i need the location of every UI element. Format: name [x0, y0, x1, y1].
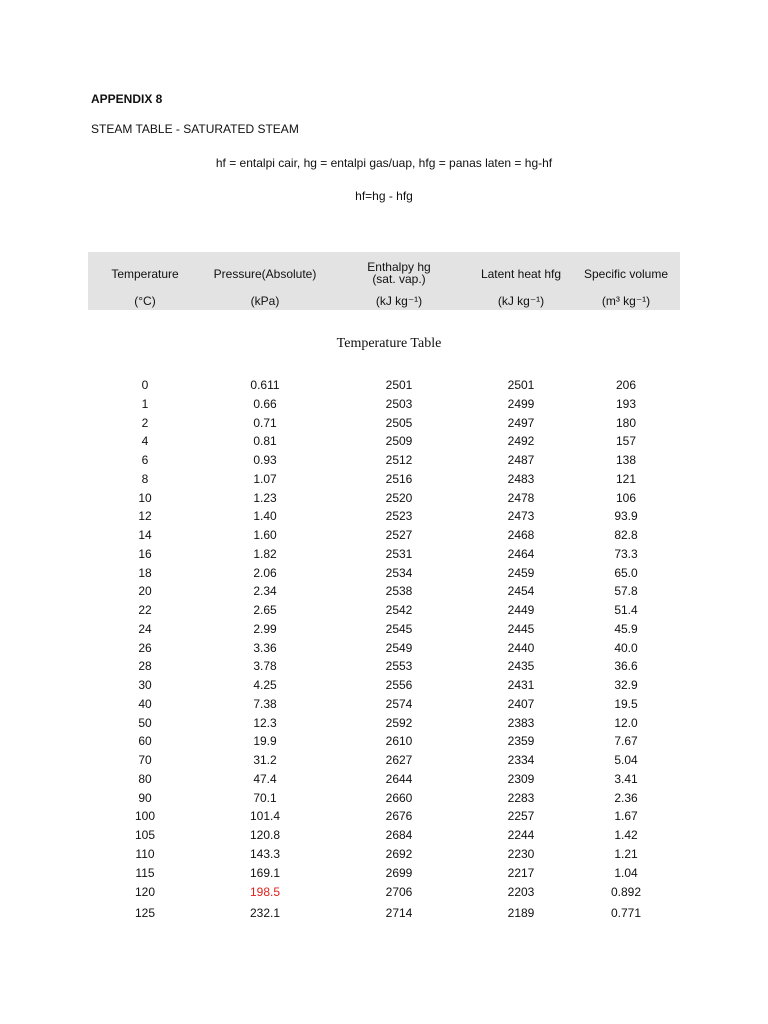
cell-enthalpy: 2505: [385, 415, 413, 430]
cell-latent-heat: 2334: [507, 753, 535, 767]
cell-latent-heat: 2359: [507, 734, 535, 749]
cell-latent-heat: 2383: [507, 715, 535, 730]
cell-enthalpy: 2627: [385, 753, 413, 767]
table-row: [0, 790, 768, 806]
cell-temperature: 90: [138, 790, 152, 805]
cell-enthalpy: 2516: [385, 471, 413, 486]
cell-latent-heat: 2244: [507, 828, 535, 842]
cell-latent-heat: 2468: [507, 528, 535, 542]
cell-temperature: 80: [138, 771, 152, 786]
cell-pressure: 2.06: [253, 565, 277, 580]
cell-latent-heat: 2449: [507, 603, 535, 617]
cell-enthalpy: 2553: [385, 659, 413, 674]
cell-specific-volume: 1.42: [614, 828, 638, 842]
cell-enthalpy: 2644: [385, 771, 413, 786]
table-row: [0, 733, 768, 749]
cell-latent-heat: 2440: [507, 640, 535, 655]
cell-temperature: 110: [135, 846, 155, 861]
cell-enthalpy: 2527: [385, 528, 413, 542]
header-specific-volume: Specific volume: [583, 267, 669, 281]
cell-pressure: 198.5: [249, 885, 281, 900]
cell-enthalpy: 2556: [385, 678, 413, 692]
table-row: [0, 415, 768, 431]
cell-pressure: 0.93: [253, 453, 277, 467]
cell-specific-volume: 180: [615, 415, 637, 430]
cell-specific-volume: 106: [615, 490, 637, 505]
cell-enthalpy: 2549: [385, 640, 413, 655]
cell-pressure: 1.60: [253, 528, 277, 542]
cell-enthalpy: 2676: [385, 809, 413, 824]
table-row: [0, 508, 768, 524]
cell-pressure: 3.36: [253, 640, 277, 655]
cell-temperature: 10: [138, 490, 152, 505]
cell-latent-heat: 2257: [507, 809, 535, 824]
table-row: [0, 696, 768, 712]
header-unit-pressure: (kPa): [250, 294, 280, 308]
cell-specific-volume: 32.9: [614, 678, 638, 692]
cell-pressure: 120.8: [249, 828, 281, 842]
table-row: [0, 621, 768, 637]
cell-pressure: 47.4: [253, 771, 277, 786]
cell-specific-volume: 45.9: [614, 621, 638, 636]
cell-pressure: 2.34: [253, 584, 277, 599]
cell-pressure: 169.1: [249, 865, 281, 880]
cell-latent-heat: 2407: [507, 696, 535, 711]
cell-specific-volume: 65.0: [614, 565, 638, 580]
cell-latent-heat: 2473: [507, 509, 535, 524]
cell-pressure: 1.23: [253, 490, 277, 505]
table-row: [0, 583, 768, 599]
cell-pressure: 143.3: [249, 846, 281, 861]
cell-enthalpy: 2714: [385, 906, 413, 920]
cell-temperature: 4: [141, 434, 149, 449]
cell-pressure: 2.99: [253, 621, 277, 636]
table-row: [0, 396, 768, 412]
cell-temperature: 125: [134, 906, 156, 920]
cell-specific-volume: 51.4: [614, 603, 638, 617]
cell-specific-volume: 2.36: [614, 790, 638, 805]
cell-specific-volume: 82.8: [614, 528, 638, 542]
cell-pressure: 232.1: [249, 906, 281, 920]
cell-enthalpy: 2574: [385, 696, 413, 711]
cell-temperature: 28: [138, 659, 152, 674]
cell-specific-volume: 1.67: [614, 809, 638, 824]
cell-latent-heat: 2464: [507, 546, 535, 561]
cell-temperature: 120: [134, 885, 156, 900]
formula-equation: hf=hg - hfg: [355, 189, 413, 203]
table-row: [0, 658, 768, 674]
cell-latent-heat: 2431: [507, 678, 535, 692]
cell-pressure: 70.1: [253, 790, 277, 805]
table-row: [0, 452, 768, 468]
cell-temperature: 6: [141, 453, 149, 467]
cell-temperature: 12: [138, 509, 152, 524]
cell-enthalpy: 2531: [385, 546, 413, 561]
cell-enthalpy: 2684: [385, 828, 413, 842]
cell-specific-volume: 206: [615, 378, 637, 392]
cell-enthalpy: 2592: [385, 715, 413, 730]
cell-specific-volume: 19.5: [614, 696, 638, 711]
header-unit-temperature: (°C): [134, 294, 156, 308]
cell-latent-heat: 2445: [507, 621, 535, 636]
cell-latent-heat: 2483: [507, 471, 535, 486]
cell-temperature: 1: [141, 396, 149, 411]
cell-temperature: 22: [138, 603, 152, 617]
cell-enthalpy: 2520: [385, 490, 413, 505]
cell-temperature: 0: [141, 378, 149, 392]
table-row: [0, 433, 768, 449]
cell-latent-heat: 2487: [507, 453, 535, 467]
table-row: [0, 715, 768, 731]
table-row: [0, 565, 768, 581]
table-row: [0, 905, 768, 921]
cell-enthalpy: 2545: [385, 621, 413, 636]
table-row: [0, 677, 768, 693]
cell-specific-volume: 121: [615, 471, 637, 486]
header-unit-enthalpy: (kJ kg⁻¹): [375, 294, 423, 308]
cell-enthalpy: 2509: [385, 434, 413, 449]
cell-specific-volume: 36.6: [614, 659, 638, 674]
cell-latent-heat: 2501: [507, 378, 535, 392]
cell-enthalpy: 2660: [385, 790, 413, 805]
table-row: [0, 377, 768, 393]
cell-latent-heat: 2497: [507, 415, 535, 430]
table-row: [0, 752, 768, 768]
table-row: [0, 771, 768, 787]
cell-specific-volume: 73.3: [614, 546, 638, 561]
cell-temperature: 40: [138, 696, 152, 711]
cell-specific-volume: 1.21: [614, 846, 638, 861]
header-pressure: Pressure(Absolute): [213, 267, 317, 281]
cell-enthalpy: 2523: [385, 509, 413, 524]
table-row: [0, 640, 768, 656]
cell-latent-heat: 2435: [507, 659, 535, 674]
table-row: [0, 865, 768, 881]
cell-specific-volume: 40.0: [614, 640, 638, 655]
cell-latent-heat: 2189: [507, 906, 535, 920]
cell-enthalpy: 2706: [385, 885, 413, 900]
cell-temperature: 2: [141, 415, 149, 430]
cell-pressure: 7.38: [253, 696, 277, 711]
cell-specific-volume: 12.0: [614, 715, 638, 730]
header-unit-specific-volume: (m³ kg⁻¹): [601, 294, 651, 308]
cell-temperature: 50: [138, 715, 152, 730]
document-subtitle: STEAM TABLE - SATURATED STEAM: [91, 122, 299, 136]
cell-enthalpy: 2534: [385, 565, 413, 580]
formula-definitions: hf = entalpi cair, hg = entalpi gas/uap, hfg = panas laten = hg-hf: [215, 156, 553, 170]
cell-pressure: 3.78: [253, 659, 277, 674]
cell-latent-heat: 2309: [507, 771, 535, 786]
cell-enthalpy: 2501: [385, 378, 413, 392]
table-row: [0, 490, 768, 506]
table-row: [0, 846, 768, 862]
cell-pressure: 19.9: [253, 734, 277, 749]
cell-specific-volume: 0.892: [610, 885, 642, 900]
header-latent-heat: Latent heat hfg: [480, 267, 562, 281]
cell-temperature: 115: [135, 865, 155, 880]
cell-enthalpy: 2542: [385, 603, 413, 617]
cell-latent-heat: 2459: [507, 565, 535, 580]
table-row: [0, 602, 768, 618]
header-enthalpy: Enthalpy hg (sat. vap.): [367, 260, 431, 286]
cell-latent-heat: 2478: [507, 490, 535, 505]
cell-specific-volume: 3.41: [614, 771, 638, 786]
cell-temperature: 8: [141, 471, 149, 486]
cell-enthalpy: 2538: [385, 584, 413, 599]
cell-temperature: 105: [134, 828, 156, 842]
header-unit-latent-heat: (kJ kg⁻¹): [497, 294, 545, 308]
cell-enthalpy: 2503: [385, 396, 413, 411]
cell-specific-volume: 5.04: [614, 753, 638, 767]
header-temperature: Temperature: [111, 267, 179, 281]
cell-enthalpy: 2699: [385, 865, 413, 880]
cell-specific-volume: 7.67: [614, 734, 638, 749]
cell-pressure: 0.71: [253, 415, 277, 430]
cell-latent-heat: 2499: [507, 396, 535, 411]
cell-latent-heat: 2283: [507, 790, 535, 805]
cell-specific-volume: 1.04: [614, 865, 638, 880]
cell-temperature: 18: [138, 565, 152, 580]
cell-latent-heat: 2454: [507, 584, 535, 599]
cell-enthalpy: 2610: [385, 734, 413, 749]
cell-specific-volume: 57.8: [614, 584, 638, 599]
table-row: [0, 471, 768, 487]
cell-temperature: 60: [138, 734, 152, 749]
table-row: [0, 527, 768, 543]
cell-temperature: 14: [138, 528, 152, 542]
cell-pressure: 0.66: [253, 396, 277, 411]
cell-pressure: 0.611: [250, 378, 280, 392]
cell-pressure: 4.25: [253, 678, 277, 692]
table-row: [0, 546, 768, 562]
cell-pressure: 0.81: [253, 434, 277, 449]
cell-pressure: 1.82: [253, 546, 277, 561]
table-caption: Temperature Table: [336, 336, 442, 351]
cell-pressure: 12.3: [253, 715, 277, 730]
cell-pressure: 1.07: [253, 471, 277, 486]
cell-pressure: 1.40: [253, 509, 277, 524]
cell-temperature: 24: [138, 621, 152, 636]
cell-temperature: 16: [138, 546, 152, 561]
cell-specific-volume: 0.771: [610, 906, 642, 920]
table-row: [0, 884, 768, 900]
cell-latent-heat: 2217: [507, 865, 535, 880]
table-row: [0, 808, 768, 824]
cell-enthalpy: 2692: [385, 846, 413, 861]
cell-specific-volume: 138: [615, 453, 637, 467]
cell-specific-volume: 193: [615, 396, 637, 411]
cell-specific-volume: 93.9: [614, 509, 638, 524]
cell-latent-heat: 2492: [507, 434, 535, 449]
cell-latent-heat: 2230: [507, 846, 535, 861]
cell-temperature: 20: [138, 584, 152, 599]
cell-pressure: 2.65: [253, 603, 277, 617]
cell-temperature: 30: [138, 678, 152, 692]
cell-temperature: 70: [138, 753, 152, 767]
cell-latent-heat: 2203: [507, 885, 535, 900]
cell-enthalpy: 2512: [385, 453, 413, 467]
cell-pressure: 31.2: [253, 753, 277, 767]
cell-temperature: 100: [134, 809, 156, 824]
cell-pressure: 101.4: [249, 809, 281, 824]
table-row: [0, 827, 768, 843]
appendix-title: APPENDIX 8: [91, 92, 163, 106]
cell-temperature: 26: [138, 640, 152, 655]
cell-specific-volume: 157: [615, 434, 637, 449]
